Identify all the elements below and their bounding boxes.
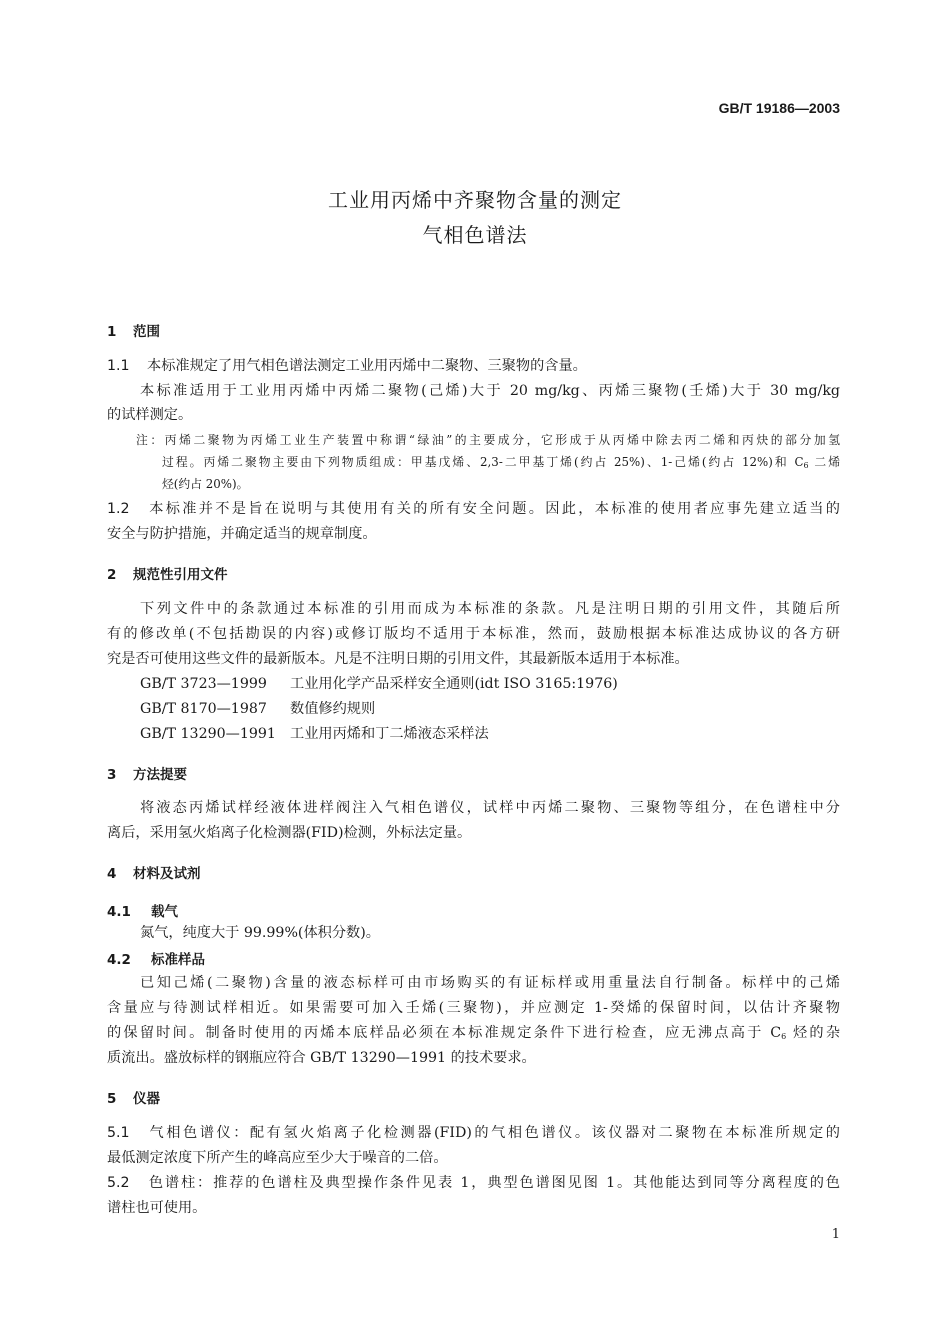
clause-number: 1.2 <box>107 501 130 517</box>
paragraph-5-2-line1: 5.2 色谱柱：推荐的色谱柱及典型操作条件见表 1，典型色谱图见图 1。其他能达到同等分离程度的色 <box>107 1175 840 1191</box>
section-2-heading <box>107 563 228 583</box>
reference-code: GB/T 13290—1991 <box>140 726 276 742</box>
section-3-heading <box>107 763 187 783</box>
section-title: 方法提要 <box>133 767 187 783</box>
reference-title: 数值修约规则 <box>290 701 376 717</box>
paragraph-5-1-line1: 5.1 气相色谱仪：配有氢火焰离子化检测器(FID)的气相色谱仪。该仪器对二聚物在本标准所规定的 <box>107 1125 840 1141</box>
note-line2: 过程。丙烯二聚物主要由下列物质组成：甲基戊烯、2,3-二甲基丁烯(约占 25%)、1-己烯(约占 12%)和 $C_6$ 二烯 <box>162 455 840 470</box>
subsection-number: 4.1 <box>107 904 131 920</box>
paragraph-5-2-line2: 谱柱也可使用。 <box>107 1200 207 1216</box>
section-4-heading <box>107 862 201 882</box>
subsection-4-2-line4: 质流出。盛放标样的钢瓶应符合 GB/T 13290—1991 的技术要求。 <box>107 1050 536 1066</box>
reference-code: GB/T 8170—1987 <box>140 701 267 717</box>
subsection-title: 标准样品 <box>151 952 205 968</box>
section-2-para-line3: 究是否可使用这些文件的最新版本。凡是不注明日期的引用文件，其最新版本适用于本标准。 <box>107 651 689 667</box>
subsection-4-1-text: 氮气，纯度大于 99.99%(体积分数)。 <box>140 925 380 941</box>
clause-number: 1.1 <box>107 358 130 374</box>
note-line1: 注：丙烯二聚物为丙烯工业生产装置中称谓“绿油”的主要成分，它形成于从丙烯中除去丙二烯和丙炔的部分加氢 <box>136 433 840 447</box>
reference-item <box>140 675 840 693</box>
reference-code: GB/T 3723—1999 <box>140 676 267 692</box>
clause-number: 5.2 <box>107 1175 130 1191</box>
reference-title: 工业用丙烯和丁二烯液态采样法 <box>290 726 489 742</box>
subsection-number: 4.2 <box>107 952 131 968</box>
section-number: 2 <box>107 567 117 583</box>
paragraph-5-1-line2: 最低测定浓度下所产生的峰高应至少大于噪音的二倍。 <box>107 1150 448 1166</box>
paragraph-1-2-line1: 1.2 本标准并不是旨在说明与其使用有关的所有安全问题。因此，本标准的使用者应事先建立适当的 <box>107 501 840 517</box>
subsection-4-2-line3: 的保留时间。制备时使用的丙烯本底样品必须在本标准规定条件下进行检查，应无沸点高于 $C_6$ 烃的杂 <box>107 1025 841 1041</box>
reference-item <box>140 700 840 718</box>
page-number: 1 <box>831 1227 840 1242</box>
paragraph-1-1b-line2: 的试样测定。 <box>107 407 193 423</box>
subsection-4-2-line2: 含量应与待测试样相近。如果需要可加入壬烯(三聚物)，并应测定 1-癸烯的保留时间，以估计齐聚物 <box>107 1000 840 1016</box>
section-title: 规范性引用文件 <box>133 567 228 583</box>
section-number: 1 <box>107 324 117 340</box>
section-2-para-line2: 有的修改单(不包括勘误的内容)或修订版均不适用于本标准，然而，鼓励根据本标准达成协议的各方研 <box>107 626 840 642</box>
paragraph-1-1b-line1: 本标准适用于工业用丙烯中丙烯二聚物(己烯)大于 20 mg/kg、丙烯三聚物(壬烯)大于 30 mg/kg <box>140 383 840 399</box>
subsection-4-2-heading <box>107 948 205 968</box>
section-2-para-line1: 下列文件中的条款通过本标准的引用而成为本标准的条款。凡是注明日期的引用文件，其随后所 <box>140 601 840 617</box>
clause-number: 5.1 <box>107 1125 130 1141</box>
reference-title: 工业用化学产品采样安全通则(idt ISO 3165:1976) <box>290 676 618 692</box>
section-title: 材料及试剂 <box>133 866 201 882</box>
document-title: 工业用丙烯中齐聚物含量的测定 <box>328 188 622 212</box>
subsection-4-2-line1: 已知己烯(二聚物)含量的液态标样可由市场购买的有证标样或用重量法自行制备。标样中的己烯 <box>140 975 840 991</box>
section-3-para-line1: 将液态丙烯试样经液体进样阀注入气相色谱仪，试样中丙烯二聚物、三聚物等组分，在色谱柱中分 <box>140 800 840 816</box>
section-title: 仪器 <box>133 1091 160 1107</box>
paragraph-1-2-line2: 安全与防护措施，并确定适当的规章制度。 <box>107 526 377 542</box>
paragraph-text: 本标准规定了用气相色谱法测定工业用丙烯中二聚物、三聚物的含量。 <box>147 358 587 374</box>
reference-item <box>140 725 840 743</box>
section-1-heading <box>107 320 160 340</box>
section-5-heading <box>107 1087 160 1107</box>
section-number: 3 <box>107 767 117 783</box>
standard-code: GB/T 19186—2003 <box>718 100 840 116</box>
note-line3: 烃(约占 20%)。 <box>162 477 249 491</box>
subsection-title: 载气 <box>151 904 178 920</box>
section-3-para-line2: 离后，采用氢火焰离子化检测器(FID)检测，外标法定量。 <box>107 825 472 841</box>
paragraph-1-1 <box>107 357 840 375</box>
section-number: 4 <box>107 866 117 882</box>
section-title: 范围 <box>133 324 160 340</box>
subsection-4-1-heading <box>107 900 178 920</box>
section-number: 5 <box>107 1091 117 1107</box>
document-subtitle: 气相色谱法 <box>422 223 528 247</box>
